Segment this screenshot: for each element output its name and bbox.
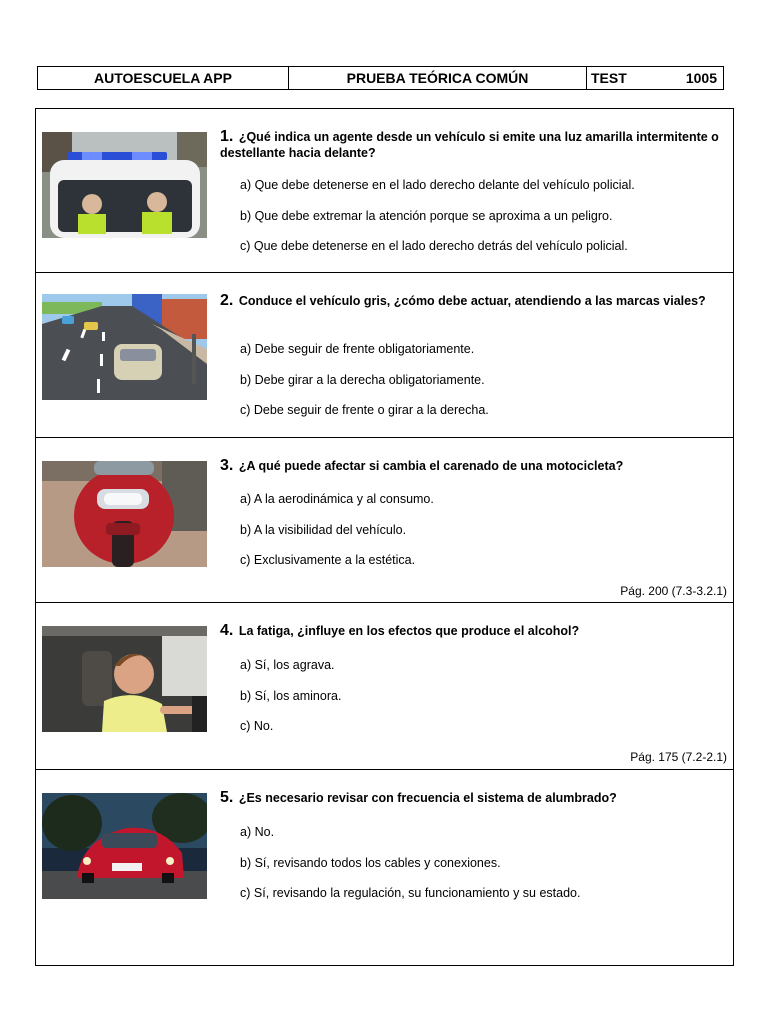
answer-option-c[interactable]: c) Debe seguir de frente o girar a la derecha.: [240, 403, 489, 417]
question-text: [220, 790, 721, 806]
road-markings-illustration: [42, 294, 207, 400]
reference-page: Pág. 200 (7.3-3.2.1): [620, 584, 727, 598]
question-5: [36, 769, 733, 965]
question-1: [36, 109, 733, 273]
school-name-cell: [38, 67, 289, 89]
driver-photo: [42, 626, 207, 732]
motorcycle-photo: [42, 461, 207, 567]
question-number: 3.: [220, 457, 234, 474]
question-4: [36, 602, 733, 770]
exam-header: [37, 66, 724, 90]
question-text: [220, 623, 721, 639]
question-body: ¿A qué puede afectar si cambia el carenado de una motocicleta?: [238, 459, 624, 473]
question-2: [36, 272, 733, 438]
question-3: [36, 437, 733, 603]
question-body: ¿Es necesario revisar con frecuencia el sistema de alumbrado?: [238, 791, 617, 805]
answer-option-a[interactable]: a) Sí, los agrava.: [240, 658, 335, 672]
test-label: TEST: [591, 70, 627, 86]
answer-option-a[interactable]: a) No.: [240, 825, 275, 839]
question-number: 5.: [220, 789, 234, 806]
reference-page: Pág. 175 (7.2-2.1): [630, 750, 727, 764]
question-text: [220, 293, 721, 309]
test-number: 1005: [685, 70, 717, 86]
answer-option-a[interactable]: a) Que debe detenerse en el lado derecho delante del vehículo policial.: [240, 178, 635, 192]
answer-option-c[interactable]: c) Que debe detenerse en el lado derecho detrás del vehículo policial.: [240, 239, 628, 253]
answer-option-c[interactable]: c) Sí, revisando la regulación, su funcionamiento y su estado.: [240, 886, 581, 900]
answer-option-a[interactable]: a) A la aerodinámica y al consumo.: [240, 492, 434, 506]
answer-option-b[interactable]: b) Sí, revisando todos los cables y conexiones.: [240, 856, 501, 870]
answer-option-b[interactable]: b) A la visibilidad del vehículo.: [240, 523, 407, 537]
answer-option-c[interactable]: c) No.: [240, 719, 274, 733]
question-number: 1.: [220, 128, 234, 145]
question-body: Conduce el vehículo gris, ¿cómo debe actuar, atendiendo a las marcas viales?: [238, 294, 706, 308]
question-body: La fatiga, ¿influye en los efectos que produce el alcohol?: [238, 624, 580, 638]
question-text: [220, 129, 721, 161]
police-car-photo: [42, 132, 207, 238]
answer-option-b[interactable]: b) Debe girar a la derecha obligatoriamente.: [240, 373, 485, 387]
answer-option-a[interactable]: a) Debe seguir de frente obligatoriamente.: [240, 342, 475, 356]
test-cell: [587, 67, 723, 89]
answer-option-b[interactable]: b) Que debe extremar la atención porque se aproxima a un peligro.: [240, 209, 613, 223]
question-body: ¿Qué indica un agente desde un vehículo si emite una luz amarilla intermitente o destellante hacia delante?: [220, 130, 719, 160]
school-name: AUTOESCUELA APP: [94, 70, 232, 86]
exam-title: PRUEBA TEÓRICA COMÚN: [346, 70, 529, 86]
question-number: 2.: [220, 292, 234, 309]
questions-panel: [35, 108, 734, 966]
red-car-photo: [42, 793, 207, 899]
answer-option-b[interactable]: b) Sí, los aminora.: [240, 689, 342, 703]
question-text: [220, 458, 721, 474]
answer-option-c[interactable]: c) Exclusivamente a la estética.: [240, 553, 416, 567]
question-number: 4.: [220, 622, 234, 639]
exam-title-cell: [289, 67, 587, 89]
